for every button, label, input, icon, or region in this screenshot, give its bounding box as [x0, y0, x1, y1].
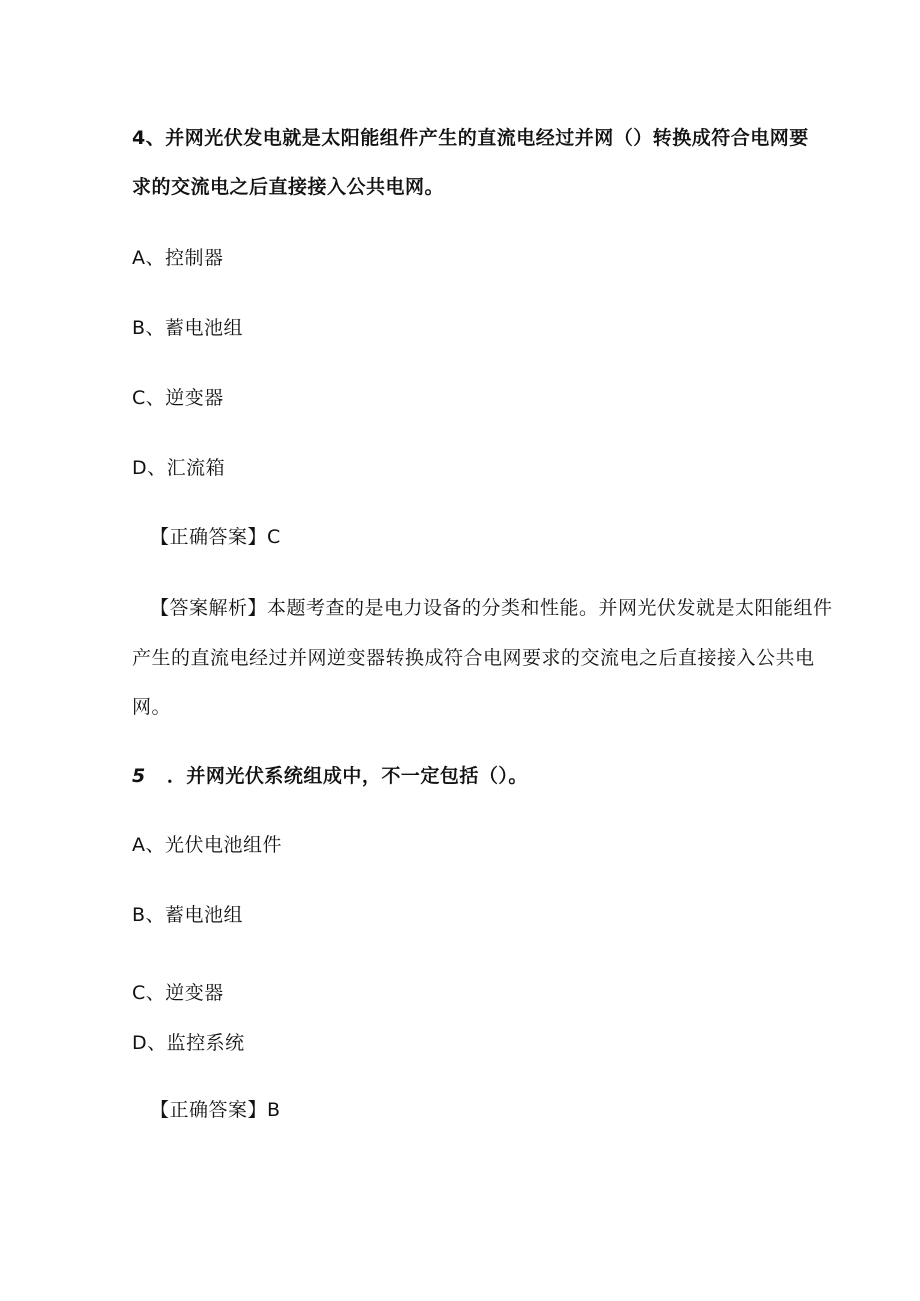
q4-analysis-line-2: 产生的直流电经过并网逆变器转换成符合电网要求的交流电之后直接接入公共电 [132, 647, 815, 669]
q4-analysis-line-3: 网。 [132, 696, 172, 718]
q4-option-c: C、逆变器 [132, 387, 224, 409]
q4-correct-answer: 【正确答案】C [150, 526, 281, 548]
q4-option-b: B、蓄电池组 [132, 317, 244, 339]
q5-stem [132, 764, 528, 788]
q5-stem-text: ．并网光伏系统组成中，不一定包括（）。 [166, 765, 528, 787]
q5-number: 5 [132, 765, 146, 787]
q5-option-b: B、蓄电池组 [132, 904, 244, 926]
q5-correct-answer: 【正确答案】B [150, 1099, 281, 1121]
q4-stem-line-2: 求的交流电之后直接接入公共电网。 [132, 176, 445, 198]
q4-option-d: D、汇流箱 [132, 457, 226, 479]
q5-option-a: A、光伏电池组件 [132, 834, 282, 856]
q4-option-a: A、控制器 [132, 247, 224, 269]
q4-analysis-line-1: 【答案解析】本题考查的是电力设备的分类和性能。并网光伏发就是太阳能组件 [150, 597, 833, 619]
q5-option-c: C、逆变器 [132, 982, 224, 1004]
q4-stem-line-1: 4、并网光伏发电就是太阳能组件产生的直流电经过并网（）转换成符合电网要 [132, 127, 809, 149]
q5-option-d: D、监控系统 [132, 1032, 245, 1054]
